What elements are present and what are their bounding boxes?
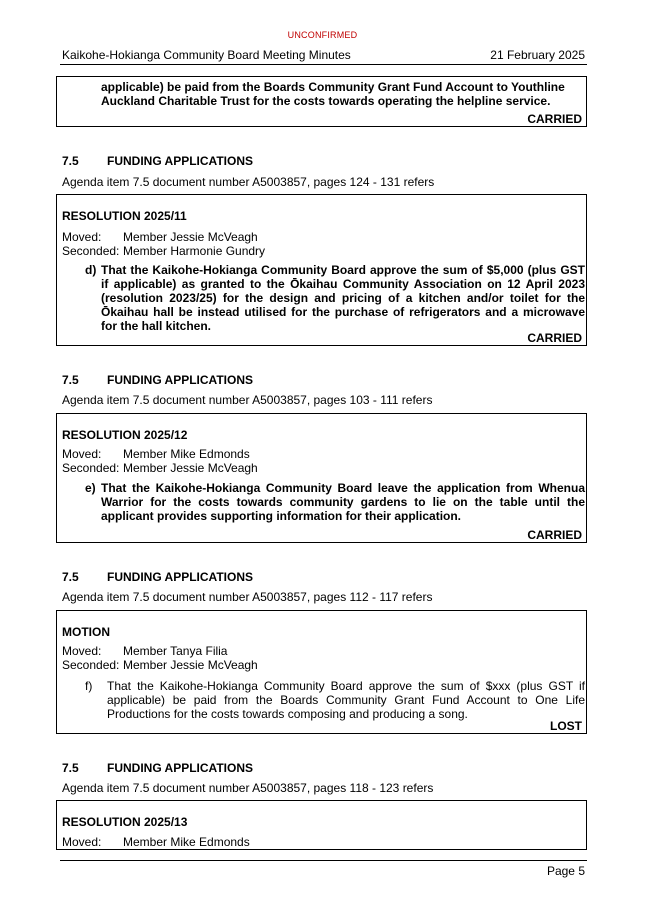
- document-title: Kaikohe-Hokianga Community Board Meeting Minutes: [62, 48, 351, 62]
- motion-box: [56, 610, 587, 734]
- outcome-label: CARRIED: [527, 112, 582, 126]
- moved-by: Member Mike Edmonds: [123, 835, 250, 849]
- moved-label: Moved:: [62, 230, 102, 244]
- moved-by: Member Tanya Filia: [123, 644, 228, 658]
- section-heading: FUNDING APPLICATIONS: [107, 154, 253, 168]
- motion-title: MOTION: [62, 625, 110, 639]
- section-heading: FUNDING APPLICATIONS: [107, 373, 253, 387]
- outcome-label: CARRIED: [527, 331, 582, 345]
- seconded-by: Member Harmonie Gundry: [123, 244, 266, 258]
- section-number: 7.5: [62, 570, 79, 584]
- section-heading: FUNDING APPLICATIONS: [107, 761, 253, 775]
- motion-text: That the Kaikohe-Hokianga Community Board approve the sum of $xxx (plus GST if applicable) be paid from the Boards Community Grant Fund Account to One Life Productions for the costs towards composing and producing a song.: [107, 679, 585, 721]
- outcome-label: LOST: [550, 719, 582, 733]
- seconded-by: Member Jessie McVeagh: [123, 461, 258, 475]
- section-heading: FUNDING APPLICATIONS: [107, 570, 253, 584]
- header-divider: [60, 64, 587, 65]
- continued-text-line-2: Auckland Charitable Trust for the costs towards operating the helpline service.: [101, 94, 551, 108]
- item-letter: e): [85, 481, 96, 495]
- resolution-text: That the Kaikohe-Hokianga Community Board approve the sum of $5,000 (plus GST if applicable) as granted to the Ōkaihau Community Association on 12 April 2023 (resolution 2023/25) for the design and pricing of a kitchen and/or toilet for the Ōkaihau hall be instead utilised for the purchase of refrigerators and a microwave for the hall kitchen.: [101, 263, 585, 333]
- moved-by: Member Mike Edmonds: [123, 447, 250, 461]
- unconfirmed-label: UNCONFIRMED: [287, 30, 358, 40]
- moved-label: Moved:: [62, 644, 102, 658]
- agenda-reference: Agenda item 7.5 document number A5003857, pages 112 - 117 refers: [62, 590, 433, 604]
- continued-resolution-box: [56, 76, 587, 127]
- moved-label: Moved:: [62, 835, 102, 849]
- resolution-box: [56, 800, 587, 850]
- page-number: Page 5: [546, 864, 585, 878]
- resolution-text: That the Kaikohe-Hokianga Community Board leave the application from Whenua Warrior for the costs towards community gardens to lie on the table until the applicant provides supporting information for their application.: [101, 481, 585, 523]
- seconded-label: Seconded:: [62, 461, 120, 475]
- resolution-box: [56, 194, 587, 346]
- agenda-reference: Agenda item 7.5 document number A5003857, pages 118 - 123 refers: [62, 781, 434, 795]
- agenda-reference: Agenda item 7.5 document number A5003857, pages 124 - 131 refers: [62, 175, 435, 189]
- seconded-label: Seconded:: [62, 244, 120, 258]
- moved-label: Moved:: [62, 447, 102, 461]
- item-letter: f): [85, 679, 93, 693]
- resolution-title: RESOLUTION 2025/13: [62, 815, 188, 829]
- continued-text-line-1: applicable) be paid from the Boards Community Grant Fund Account to Youthline: [101, 80, 565, 94]
- resolution-title: RESOLUTION 2025/11: [62, 209, 187, 223]
- moved-by: Member Jessie McVeagh: [123, 230, 258, 244]
- section-number: 7.5: [62, 154, 79, 168]
- section-number: 7.5: [62, 761, 79, 775]
- agenda-reference: Agenda item 7.5 document number A5003857, pages 103 - 111 refers: [62, 393, 433, 407]
- meeting-date: 21 February 2025: [490, 48, 585, 62]
- resolution-box: [56, 413, 587, 543]
- footer-divider: [60, 860, 587, 861]
- resolution-title: RESOLUTION 2025/12: [62, 428, 188, 442]
- seconded-by: Member Jessie McVeagh: [123, 658, 258, 672]
- item-letter: d): [85, 263, 97, 277]
- section-number: 7.5: [62, 373, 79, 387]
- outcome-label: CARRIED: [527, 528, 582, 542]
- seconded-label: Seconded:: [62, 658, 120, 672]
